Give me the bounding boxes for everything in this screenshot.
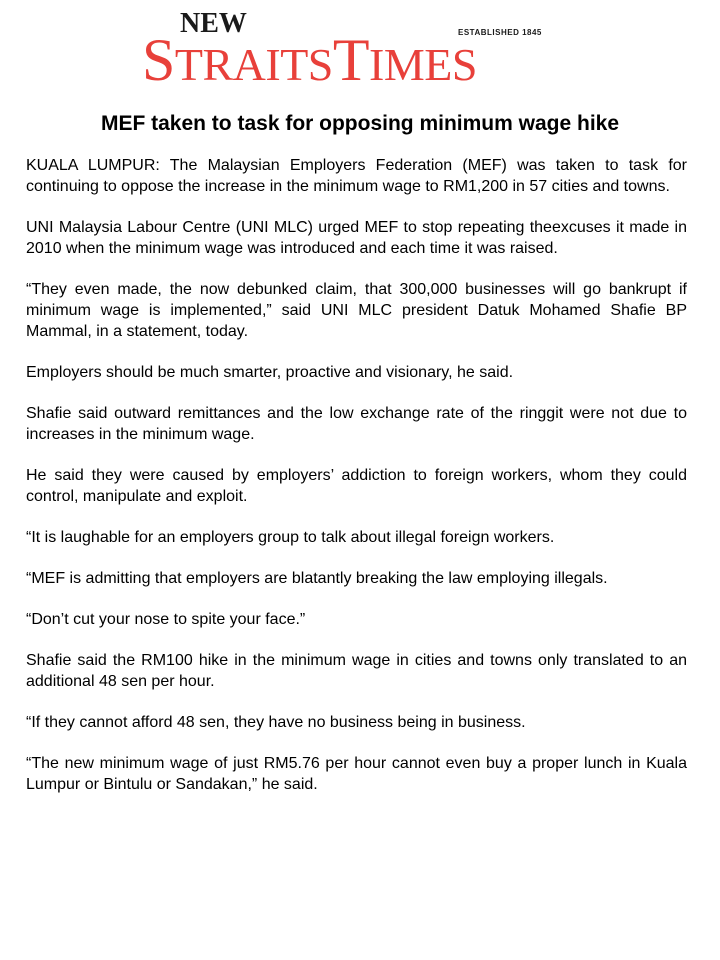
masthead-title-part: T [332,27,370,93]
article-paragraph: Shafie said the RM100 hike in the minimum wage in cities and towns only translated to an additional 48 sen per hour. [26,652,687,690]
masthead-new: NEW [180,8,247,39]
article-paragraph: “The new minimum wage of just RM5.76 per hour cannot even buy a proper lunch in Kuala Lumpur or Bintulu or Sandakan,” he said. [26,755,687,793]
article-body [26,155,687,815]
article-paragraph: KUALA LUMPUR: The Malaysian Employers Federation (MEF) was taken to task for continuing to oppose the increase in the minimum wage to RM1,200 in 57 cities and towns. [26,157,687,195]
article-paragraph: UNI Malaysia Labour Centre (UNI MLC) urged MEF to stop repeating theexcuses it made in 2010 when the minimum wage was introduced and each time it was raised. [26,219,687,257]
masthead-established: ESTABLISHED 1845 [458,28,542,37]
article-paragraph: “Don’t cut your nose to spite your face.” [26,611,306,628]
article-paragraph: “If they cannot afford 48 sen, they have no business being in business. [26,714,526,731]
article-headline: MEF taken to task for opposing minimum wage hike [100,112,620,135]
article-paragraph: He said they were caused by employers’ addiction to foreign workers, whom they could control, manipulate and exploit. [26,467,687,505]
masthead-title-part: TRAITS [174,39,333,90]
article-paragraph: Employers should be much smarter, proactive and visionary, he said. [26,364,514,381]
article-paragraph: “They even made, the now debunked claim, that 300,000 businesses will go bankrupt if minimum wage is implemented,” said UNI MLC president Datuk Mohamed Shafie BP Mammal, in a statement, today. [26,281,687,340]
article-paragraph: “MEF is admitting that employers are blatantly breaking the law employing illegals. [26,570,608,587]
article-paragraph: Shafie said outward remittances and the low exchange rate of the ringgit were not due to increases in the minimum wage. [26,405,687,443]
masthead-title-part: IMES [369,39,477,90]
article-paragraph: “It is laughable for an employers group to talk about illegal foreign workers. [26,529,555,546]
masthead-logo [140,6,600,93]
masthead-title [142,27,477,93]
masthead-title-part: S [142,27,175,93]
